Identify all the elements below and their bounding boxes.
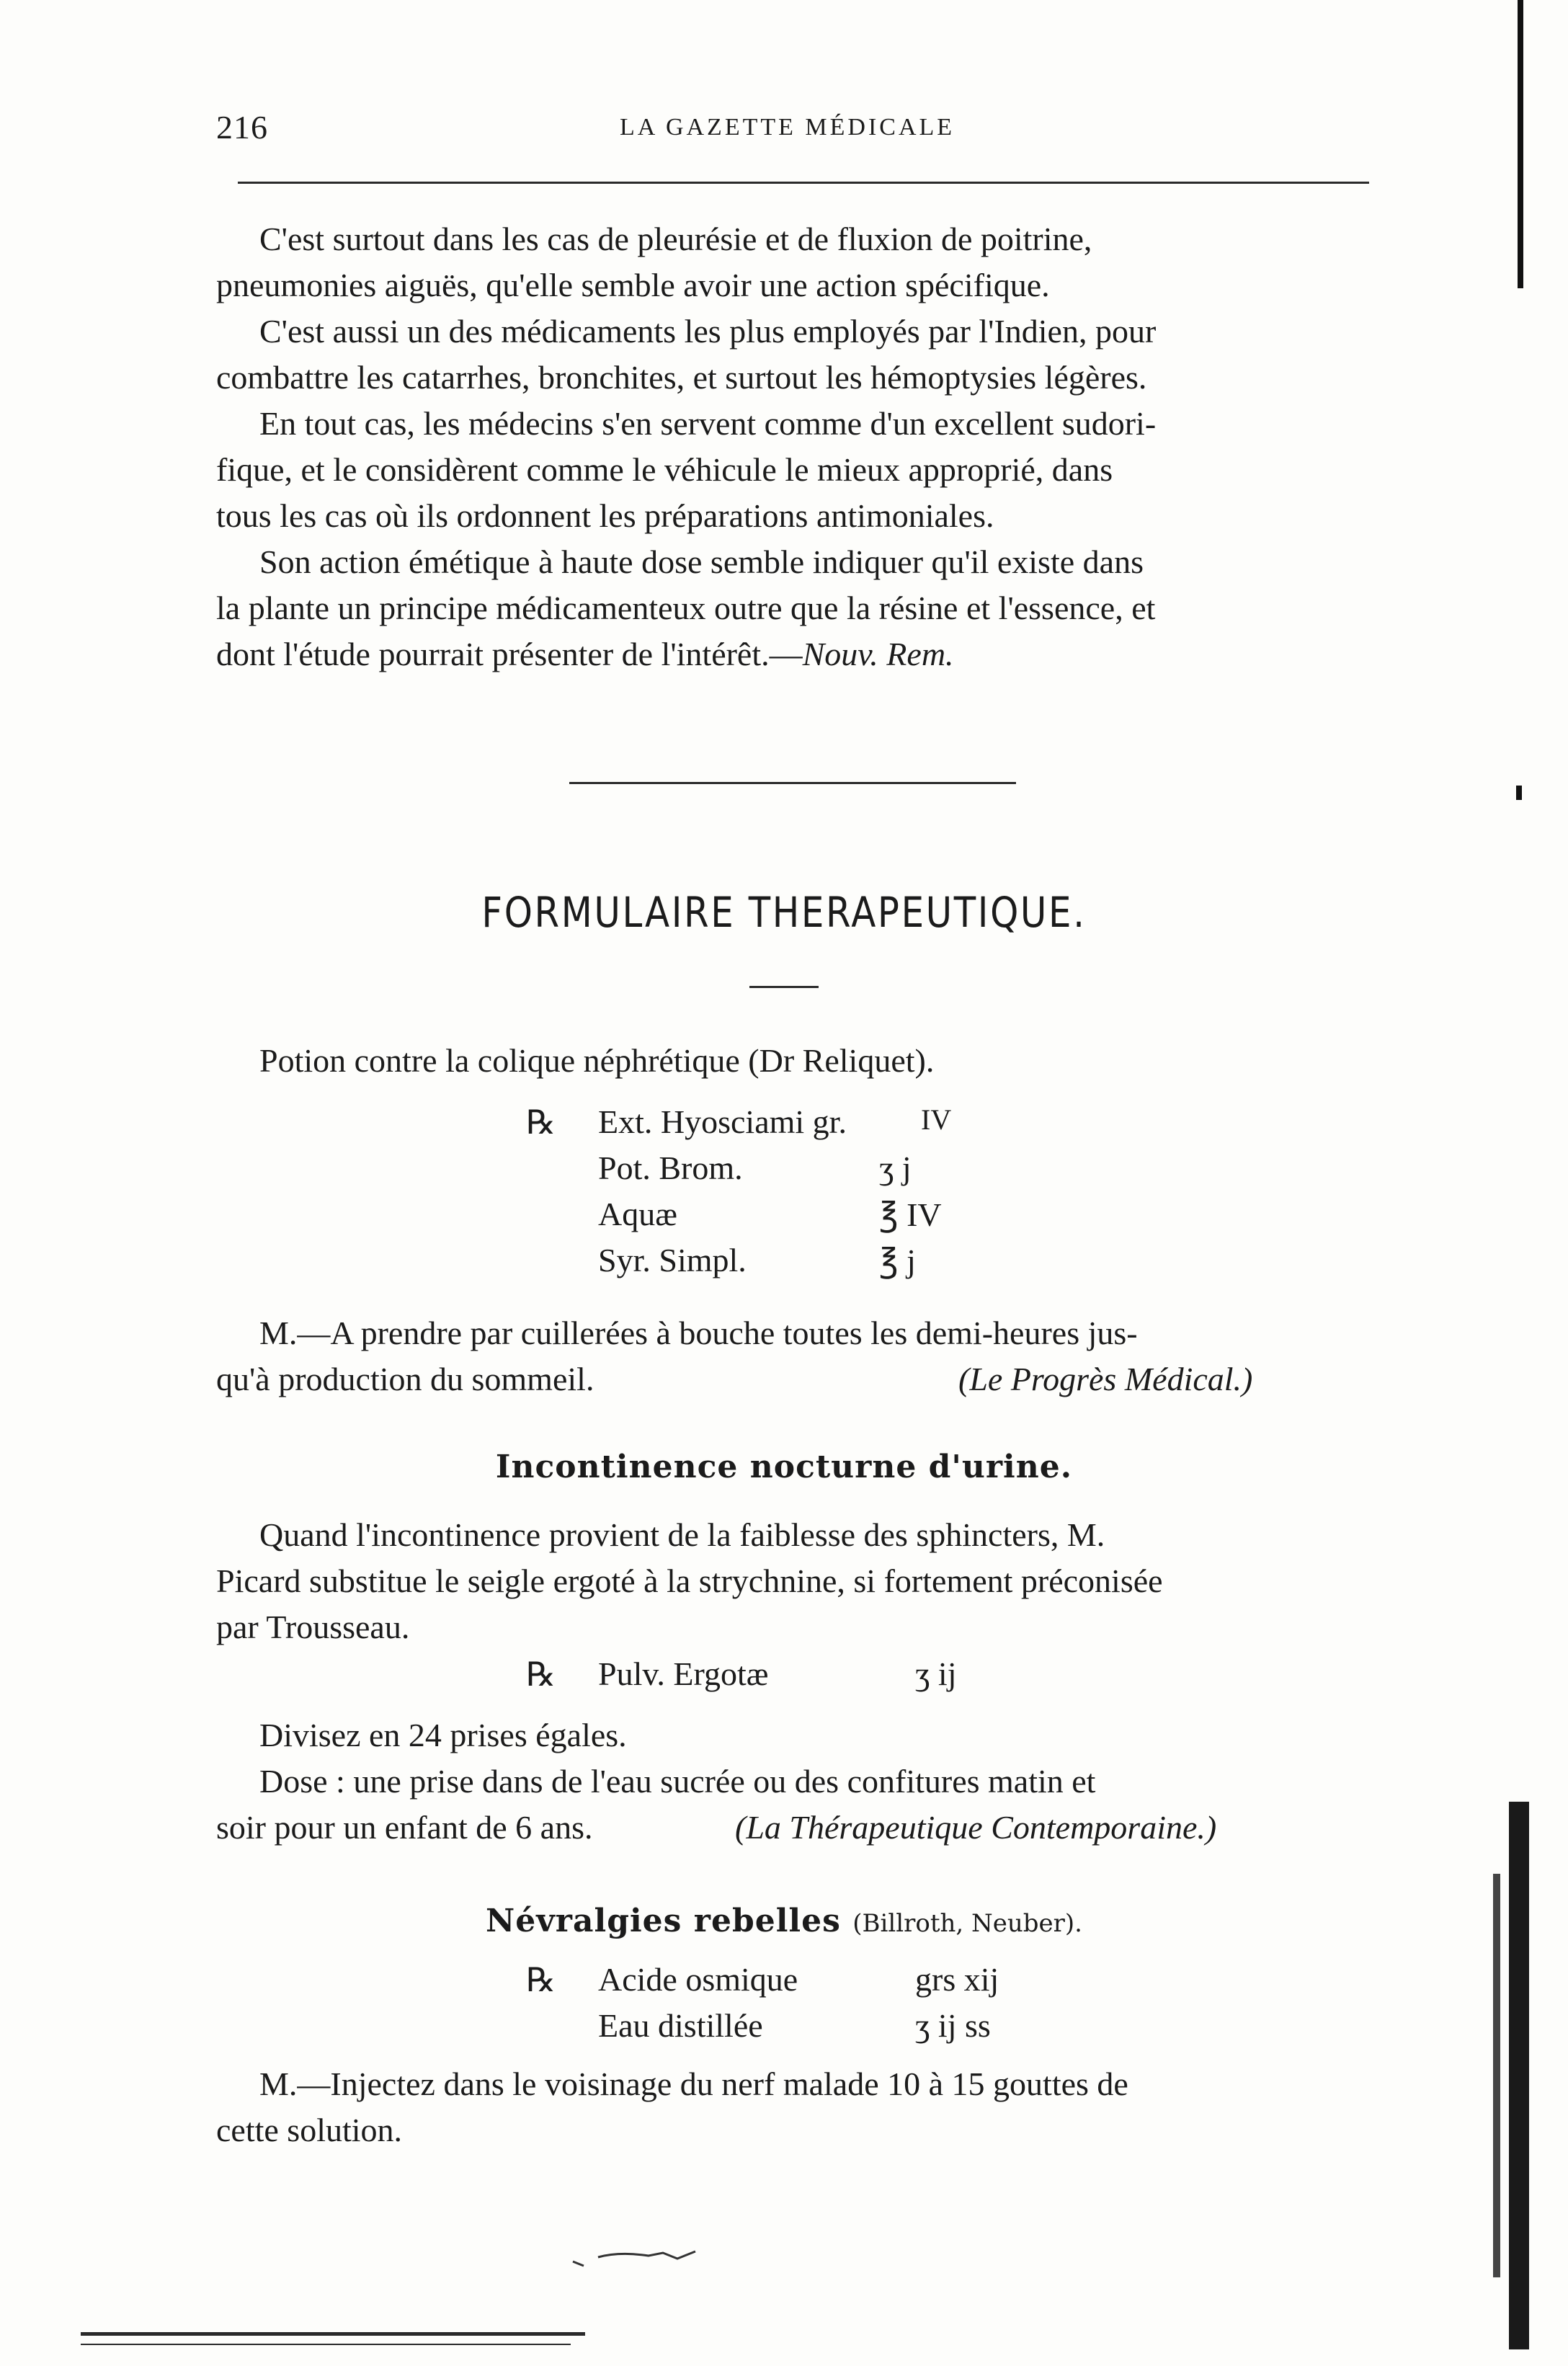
title-underline — [749, 986, 819, 988]
text-line: Picard substitue le seigle ergoté à la strychnine, si fortement préconisée — [216, 1562, 1163, 1599]
text-line: Divisez en 24 prises égales. — [259, 1717, 627, 1753]
incontinence-prescription — [526, 1655, 1030, 1701]
edge-blot — [1516, 786, 1522, 800]
nevralgies-heading — [0, 1903, 1568, 1939]
text-line: M.—Injectez dans le voisinage du nerf malade 10 à 15 gouttes de — [259, 2065, 1128, 2102]
text-line: la plante un principe médicamenteux outre que la résine et l'essence, et — [216, 590, 1156, 626]
ingredient-name: Acide osmique — [598, 1961, 798, 1998]
recipe-symbol: ℞ — [526, 1656, 556, 1693]
edge-blot — [1493, 1874, 1500, 2277]
ingredient-quantity: IV — [921, 1103, 952, 1136]
nevralgies-instructions — [216, 2061, 1384, 2153]
text-line: Dose : une prise dans de l'eau sucrée ou des confitures matin et — [259, 1763, 1096, 1800]
text-line: fique, et le considèrent comme le véhicule le mieux approprié, dans — [216, 451, 1113, 488]
running-title: LA GAZETTE MÉDICALE — [620, 114, 956, 141]
edge-blot — [1518, 0, 1523, 288]
recipe-symbol: ℞ — [526, 1104, 556, 1141]
incontinence-dosage — [216, 1712, 1384, 1851]
nevralgies-prescription — [526, 1960, 1074, 2053]
ingredient-name: Pot. Brom. — [598, 1149, 743, 1186]
potion-prescription — [526, 1103, 1030, 1290]
ingredient-name: Eau distillée — [598, 2007, 763, 2044]
ingredient-name: Ext. Hyosciami gr. — [598, 1103, 847, 1140]
incontinence-paragraph — [216, 1512, 1384, 1650]
text-line: combattre les catarrhes, bronchites, et surtout les hémoptysies légères. — [216, 359, 1147, 396]
footer-rule-thin — [81, 2344, 571, 2345]
nevralgies-heading-note: (Billroth, Neuber). — [852, 1909, 1082, 1938]
text-line-body: dont l'étude pourrait présenter de l'intérêt.— — [216, 636, 803, 672]
intro-paragraph — [216, 216, 1384, 677]
text-line — [216, 631, 1384, 677]
text-line: pneumonies aiguës, qu'elle semble avoir une action spécifique. — [216, 267, 1050, 303]
ingredient-quantity: ʒ j — [879, 1149, 912, 1186]
footer-rule — [81, 2332, 585, 2336]
text-line-body: soir pour un enfant de 6 ans. — [216, 1809, 593, 1846]
scan-edge-artifacts — [1424, 0, 1568, 2366]
incontinence-heading: Incontinence nocturne d'urine. — [495, 1449, 1073, 1485]
text-line — [216, 1805, 1384, 1851]
recipe-symbol: ℞ — [526, 1962, 556, 1998]
ingredient-name: Pulv. Ergotæ — [598, 1655, 769, 1692]
text-line: Quand l'incontinence provient de la faiblesse des sphincters, M. — [259, 1516, 1105, 1553]
header-rule — [238, 182, 1369, 184]
nevralgies-heading-text: Névralgies rebelles — [486, 1903, 841, 1939]
ingredient-quantity: ℥ IV — [879, 1196, 942, 1233]
ingredient-name: Syr. Simpl. — [598, 1242, 747, 1278]
text-line: Son action émétique à haute dose semble indiquer qu'il existe dans — [259, 543, 1144, 580]
text-line-body: qu'à production du sommeil. — [216, 1361, 594, 1397]
ingredient-name: Aquæ — [598, 1196, 677, 1232]
incontinence-source: (La Thérapeutique Contemporaine.) — [735, 1809, 1217, 1846]
text-line — [216, 1356, 1384, 1402]
potion-instructions — [216, 1310, 1384, 1402]
page-number: 216 — [216, 109, 268, 146]
text-line: En tout cas, les médecins s'en servent comme d'un excellent sudori- — [259, 405, 1157, 442]
potion-source: (Le Progrès Médical.) — [958, 1361, 1253, 1397]
ingredient-quantity: ʒ ij ss — [915, 2007, 991, 2044]
footer-ornament — [569, 2247, 706, 2276]
page-header — [216, 108, 1362, 151]
ingredient-quantity: ʒ ij — [915, 1655, 957, 1692]
text-line: C'est aussi un des médicaments les plus employés par l'Indien, pour — [259, 313, 1157, 350]
text-line: cette solution. — [216, 2112, 403, 2148]
section-divider — [569, 782, 1016, 784]
text-line: tous les cas où ils ordonnent les préparations antimoniales. — [216, 497, 994, 534]
ingredient-quantity: grs xij — [915, 1961, 999, 1998]
ingredient-quantity: ℥ j — [879, 1242, 916, 1279]
potion-heading-text: Potion contre la colique néphrétique (Dr Reliquet). — [259, 1042, 935, 1079]
section-title: FORMULAIRE THERAPEUTIQUE. — [481, 888, 1087, 937]
edge-blot — [1509, 1802, 1529, 2349]
text-line: M.—A prendre par cuillerées à bouche toutes les demi-heures jus- — [259, 1315, 1138, 1351]
text-line: C'est surtout dans les cas de pleurésie et de fluxion de poitrine, — [259, 221, 1092, 257]
intro-source: Nouv. Rem. — [802, 636, 954, 672]
text-line: par Trousseau. — [216, 1609, 410, 1645]
potion-heading — [216, 1038, 1384, 1084]
